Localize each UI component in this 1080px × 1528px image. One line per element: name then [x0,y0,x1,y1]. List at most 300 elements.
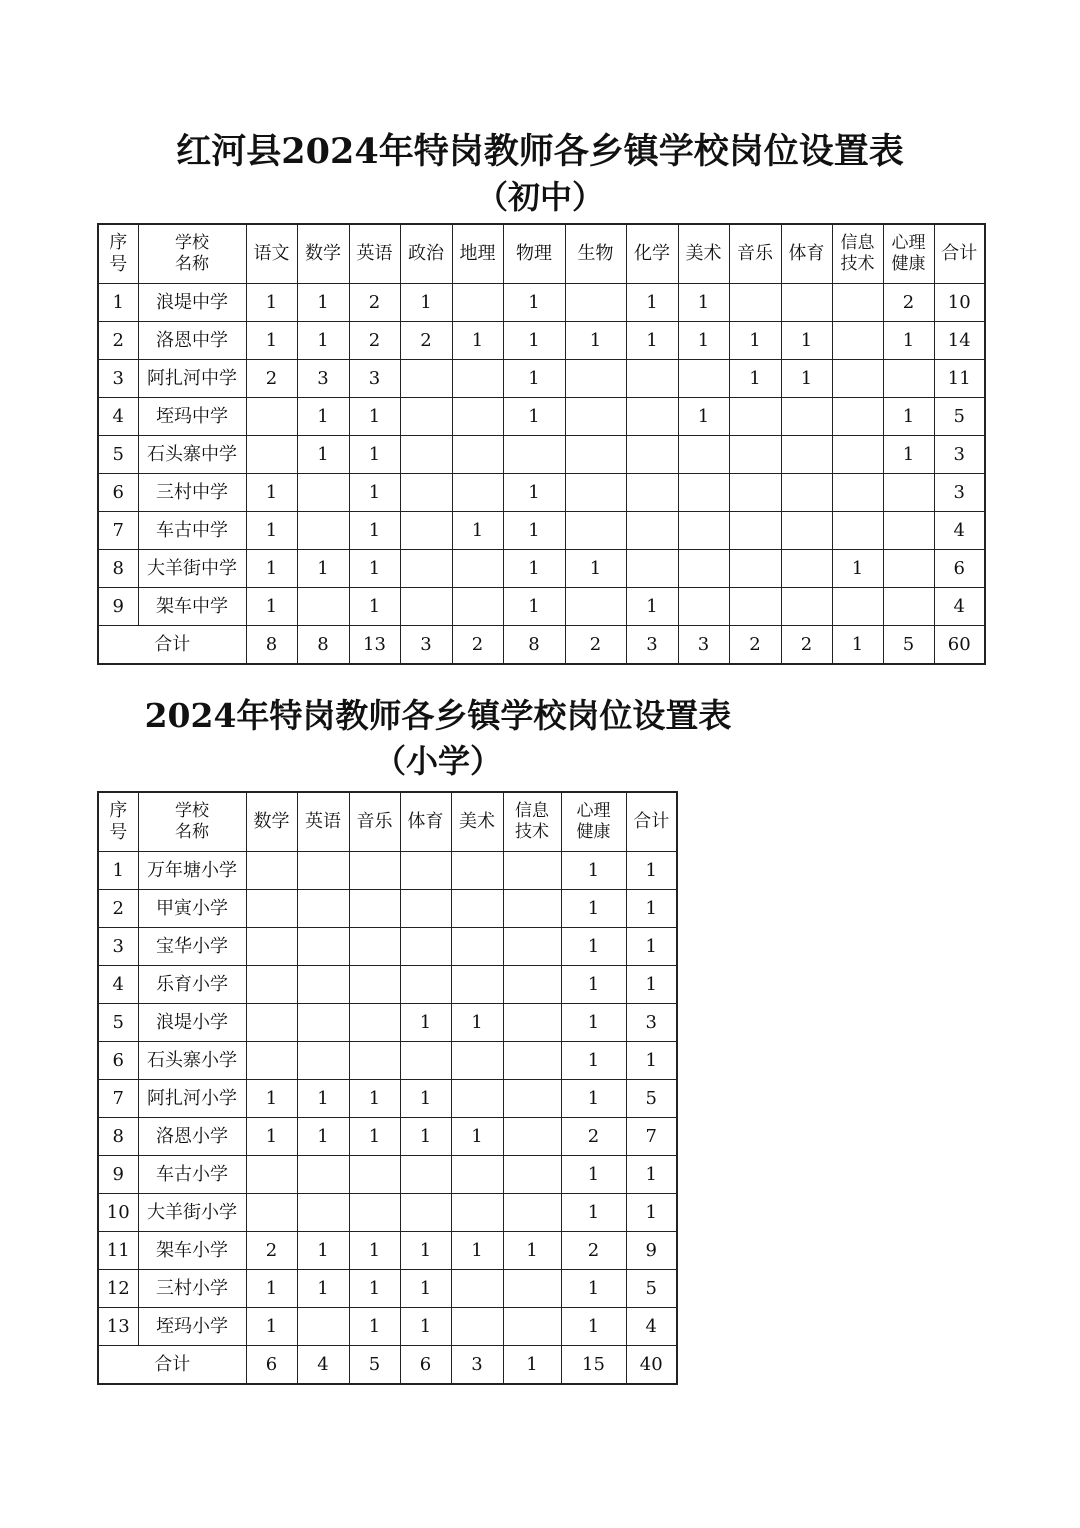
total-count: 8 [297,626,349,665]
total-label: 合计 [98,1346,246,1385]
position-count [626,436,678,474]
table-row [98,474,985,512]
position-count: 5 [934,398,985,436]
position-count [400,852,451,890]
column-header: 学校 名称 [138,792,246,852]
position-count [297,1156,349,1194]
position-count [626,398,678,436]
position-count: 1 [678,322,729,360]
position-count: 3 [626,1004,677,1042]
position-count: 4 [934,512,985,550]
position-count: 1 [297,284,349,322]
row-number: 13 [98,1308,138,1346]
total-count: 40 [626,1346,677,1385]
position-count [297,1042,349,1080]
school-name: 浪堤小学 [138,1004,246,1042]
row-number: 4 [98,398,138,436]
position-count: 1 [626,966,677,1004]
position-count: 1 [729,360,781,398]
position-count [297,966,349,1004]
school-name: 洛恩小学 [138,1118,246,1156]
position-count [626,550,678,588]
position-count: 1 [400,1270,451,1308]
position-count [400,1156,451,1194]
column-header: 音乐 [729,224,781,284]
column-header: 体育 [400,792,451,852]
position-count: 1 [503,398,565,436]
row-number: 8 [98,1118,138,1156]
header-row [98,792,677,852]
row-number: 7 [98,512,138,550]
position-count: 1 [297,1232,349,1270]
position-count [400,512,452,550]
position-count [246,398,297,436]
position-count: 2 [883,284,934,322]
position-count [349,966,400,1004]
position-count [297,890,349,928]
position-count: 1 [503,512,565,550]
position-count [246,1004,297,1042]
middle-school-title: 红河县2024年特岗教师各乡镇学校岗位设置表 [176,131,904,172]
total-label: 合计 [98,626,246,665]
total-count: 3 [400,626,452,665]
position-count [729,512,781,550]
position-count [626,360,678,398]
position-count [451,852,503,890]
position-count: 1 [503,360,565,398]
column-header: 信息 技术 [503,792,561,852]
school-name: 垤玛小学 [138,1308,246,1346]
total-count: 6 [246,1346,297,1385]
position-count: 1 [561,890,626,928]
total-count: 2 [565,626,626,665]
position-count: 1 [400,1080,451,1118]
table-row [98,322,985,360]
position-count [565,284,626,322]
position-count: 1 [503,474,565,512]
position-count: 2 [400,322,452,360]
position-count: 5 [626,1270,677,1308]
position-count [451,966,503,1004]
position-count [565,474,626,512]
position-count: 1 [349,1308,400,1346]
position-count [503,1270,561,1308]
position-count: 9 [626,1232,677,1270]
position-count [451,1156,503,1194]
row-number: 12 [98,1270,138,1308]
row-number: 1 [98,852,138,890]
position-count: 1 [561,1156,626,1194]
position-count [400,398,452,436]
column-header: 物理 [503,224,565,284]
position-count: 7 [626,1118,677,1156]
position-count [246,928,297,966]
position-count [729,474,781,512]
middle-school-subtitle: （初中） [475,178,604,216]
position-count [400,928,451,966]
position-count [246,890,297,928]
row-number: 6 [98,474,138,512]
table-row [98,360,985,398]
position-count [678,512,729,550]
column-header: 美术 [451,792,503,852]
column-header: 语文 [246,224,297,284]
position-count [400,890,451,928]
primary-school-subtitle: （小学） [373,742,502,780]
position-count: 1 [400,1118,451,1156]
position-count: 3 [297,360,349,398]
position-count [503,1004,561,1042]
position-count [452,360,503,398]
school-name: 石头寨中学 [138,436,246,474]
position-count: 1 [565,322,626,360]
position-count [678,550,729,588]
row-number: 1 [98,284,138,322]
position-count: 1 [626,1156,677,1194]
position-count [832,360,883,398]
total-count: 5 [349,1346,400,1385]
column-header: 美术 [678,224,729,284]
total-count: 3 [626,626,678,665]
position-count: 11 [934,360,985,398]
position-count: 1 [451,1232,503,1270]
school-name: 三村小学 [138,1270,246,1308]
position-count [246,1156,297,1194]
position-count: 1 [626,284,678,322]
position-count: 1 [678,398,729,436]
position-count [400,436,452,474]
position-count: 6 [934,550,985,588]
position-count: 3 [934,474,985,512]
table-row [98,928,677,966]
school-name: 乐育小学 [138,966,246,1004]
column-header: 数学 [297,224,349,284]
total-count: 3 [451,1346,503,1385]
position-count: 1 [561,1270,626,1308]
column-header: 学校 名称 [138,224,246,284]
position-count [678,474,729,512]
position-count [565,360,626,398]
total-row [98,626,985,665]
position-count: 1 [297,322,349,360]
table-row [98,966,677,1004]
position-count: 1 [678,284,729,322]
position-count: 1 [349,550,400,588]
row-number: 11 [98,1232,138,1270]
total-count: 8 [503,626,565,665]
position-count [565,512,626,550]
position-count [452,436,503,474]
row-number: 9 [98,1156,138,1194]
column-header: 政治 [400,224,452,284]
position-count: 1 [626,890,677,928]
position-count: 1 [626,1194,677,1232]
school-name: 架车中学 [138,588,246,626]
row-number: 3 [98,928,138,966]
position-count [400,474,452,512]
position-count [565,398,626,436]
position-count: 1 [246,474,297,512]
position-count [451,1042,503,1080]
position-count [781,512,832,550]
position-count: 1 [452,512,503,550]
position-count: 1 [400,1308,451,1346]
position-count [349,1004,400,1042]
position-count [297,512,349,550]
position-count: 2 [561,1118,626,1156]
position-count [349,890,400,928]
position-count [781,284,832,322]
column-header: 生物 [565,224,626,284]
position-count: 5 [626,1080,677,1118]
position-count [832,512,883,550]
position-count: 1 [246,1270,297,1308]
position-count [883,588,934,626]
position-count: 1 [349,588,400,626]
position-count [451,1270,503,1308]
position-count [297,1194,349,1232]
position-count [503,852,561,890]
row-number: 2 [98,890,138,928]
table-row [98,1270,677,1308]
row-number: 7 [98,1080,138,1118]
position-count [451,1194,503,1232]
school-name: 阿扎河小学 [138,1080,246,1118]
position-count [451,1080,503,1118]
position-count [503,1194,561,1232]
position-count [729,550,781,588]
position-count: 1 [297,1270,349,1308]
position-count [297,1308,349,1346]
table-row [98,284,985,322]
position-count: 1 [349,1232,400,1270]
position-count [246,1042,297,1080]
position-count [729,284,781,322]
position-count [503,966,561,1004]
school-name: 架车小学 [138,1232,246,1270]
position-count: 1 [297,1080,349,1118]
header-row [98,224,985,284]
school-name: 宝华小学 [138,928,246,966]
column-header: 音乐 [349,792,400,852]
position-count: 1 [246,512,297,550]
position-count [246,852,297,890]
position-count: 1 [400,1232,451,1270]
position-count [883,512,934,550]
position-count [297,928,349,966]
row-number: 5 [98,1004,138,1042]
position-count: 1 [781,322,832,360]
position-count: 1 [626,588,678,626]
position-count [400,360,452,398]
school-name: 甲寅小学 [138,890,246,928]
position-count: 4 [934,588,985,626]
position-count: 1 [626,1042,677,1080]
position-count: 1 [832,550,883,588]
position-count: 1 [246,588,297,626]
position-count: 1 [297,550,349,588]
position-count: 1 [883,398,934,436]
total-count: 3 [678,626,729,665]
table-row [98,588,985,626]
position-count: 1 [503,1232,561,1270]
total-count: 1 [503,1346,561,1385]
primary-school-table [97,791,678,1385]
row-number: 2 [98,322,138,360]
position-count [349,1042,400,1080]
total-count: 60 [934,626,985,665]
position-count [626,512,678,550]
position-count [781,550,832,588]
position-count [503,1118,561,1156]
position-count: 1 [883,436,934,474]
position-count: 1 [503,322,565,360]
position-count [781,436,832,474]
position-count [781,398,832,436]
position-count: 1 [246,1080,297,1118]
school-name: 车古中学 [138,512,246,550]
position-count [452,550,503,588]
position-count [297,588,349,626]
row-number: 6 [98,1042,138,1080]
position-count [678,436,729,474]
position-count: 1 [451,1004,503,1042]
total-count: 2 [452,626,503,665]
position-count [452,398,503,436]
total-count: 6 [400,1346,451,1385]
table-row [98,890,677,928]
position-count [452,588,503,626]
position-count: 1 [349,1270,400,1308]
position-count [832,474,883,512]
position-count [503,890,561,928]
middle-school-table [97,223,986,665]
position-count [832,436,883,474]
column-header: 合计 [626,792,677,852]
total-count: 2 [781,626,832,665]
position-count [883,550,934,588]
position-count [565,588,626,626]
table-row [98,436,985,474]
position-count [503,1308,561,1346]
position-count: 1 [297,436,349,474]
row-number: 3 [98,360,138,398]
table-row [98,1194,677,1232]
position-count: 14 [934,322,985,360]
position-count [246,1194,297,1232]
position-count: 2 [349,322,400,360]
position-count: 3 [349,360,400,398]
table-row [98,1042,677,1080]
total-count: 8 [246,626,297,665]
position-count [400,966,451,1004]
position-count: 2 [561,1232,626,1270]
position-count [678,588,729,626]
position-count: 1 [349,1080,400,1118]
total-count: 2 [729,626,781,665]
position-count: 1 [561,1194,626,1232]
position-count [883,360,934,398]
position-count: 1 [503,588,565,626]
position-count [729,436,781,474]
position-count [781,588,832,626]
position-count [729,588,781,626]
position-count [400,1194,451,1232]
school-name: 浪堤中学 [138,284,246,322]
position-count: 2 [246,360,297,398]
total-count: 1 [832,626,883,665]
row-number: 10 [98,1194,138,1232]
position-count: 1 [781,360,832,398]
school-name: 阿扎河中学 [138,360,246,398]
position-count: 1 [400,1004,451,1042]
row-number: 5 [98,436,138,474]
position-count: 1 [349,436,400,474]
position-count [400,1042,451,1080]
position-count [503,928,561,966]
position-count: 1 [400,284,452,322]
total-row [98,1346,677,1385]
row-number: 4 [98,966,138,1004]
position-count [503,1080,561,1118]
position-count [883,474,934,512]
position-count: 1 [561,1080,626,1118]
school-name: 车古小学 [138,1156,246,1194]
position-count [349,1194,400,1232]
total-count: 15 [561,1346,626,1385]
position-count: 1 [561,1004,626,1042]
row-number: 9 [98,588,138,626]
table-row [98,550,985,588]
position-count [678,360,729,398]
column-header: 心理 健康 [883,224,934,284]
position-count: 1 [297,1118,349,1156]
position-count: 1 [626,928,677,966]
position-count [349,1156,400,1194]
table-row [98,1308,677,1346]
school-name: 洛恩中学 [138,322,246,360]
position-count: 1 [626,852,677,890]
position-count: 1 [883,322,934,360]
school-name: 万年塘小学 [138,852,246,890]
position-count [451,928,503,966]
position-count [503,1042,561,1080]
school-name: 三村中学 [138,474,246,512]
column-header: 英语 [349,224,400,284]
position-count [297,1004,349,1042]
position-count [400,588,452,626]
position-count [832,322,883,360]
total-count: 5 [883,626,934,665]
position-count: 1 [349,512,400,550]
position-count [729,398,781,436]
position-count: 10 [934,284,985,322]
position-count [832,398,883,436]
position-count [246,436,297,474]
column-header: 英语 [297,792,349,852]
column-header: 地理 [452,224,503,284]
position-count: 3 [934,436,985,474]
primary-school-title: 2024年特岗教师各乡镇学校岗位设置表 [144,696,732,735]
school-name: 石头寨小学 [138,1042,246,1080]
column-header: 信息 技术 [832,224,883,284]
total-count: 4 [297,1346,349,1385]
table-row [98,1232,677,1270]
position-count: 1 [503,284,565,322]
position-count: 4 [626,1308,677,1346]
position-count [400,550,452,588]
column-header: 合计 [934,224,985,284]
